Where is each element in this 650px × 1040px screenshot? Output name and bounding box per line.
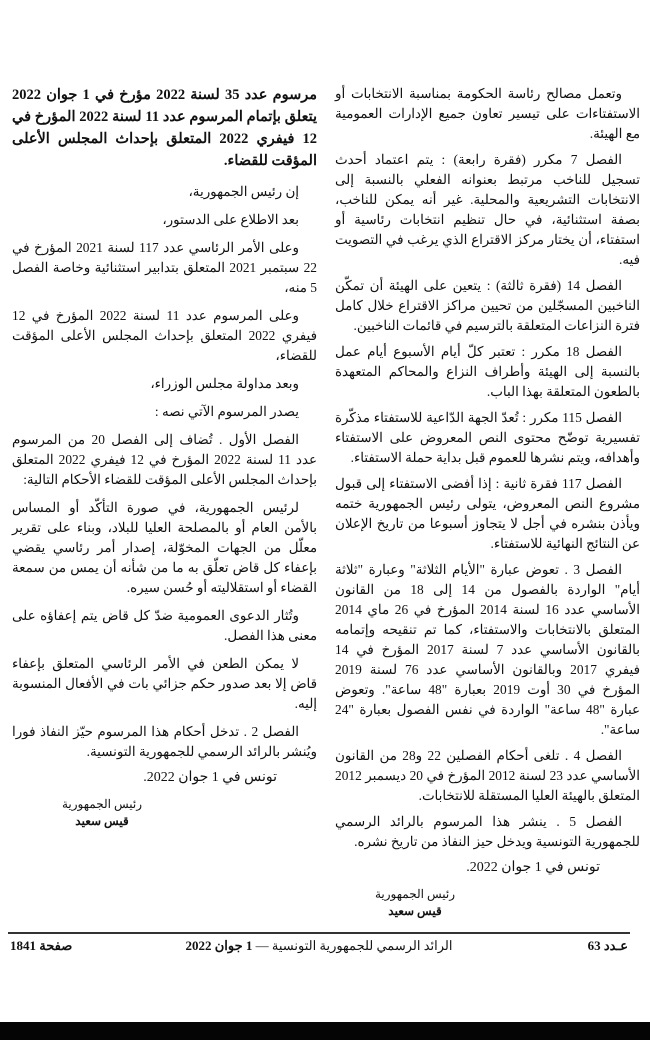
paragraph: وتُثار الدعوى العمومية ضدّ كل قاض يتم إعفاؤه على معنى هذا الفصل. (12, 608, 317, 643)
article-115-bis: الفصل 115 مكرر : تُعدّ الجهة الدّاعية للاستفتاء مذكّرة تفسيرية توضّح محتوى النص المعروض على الاستفتاء وأهدافه، ويتم نشرها للعموم قبل بداية حملة الاستفتاء. (335, 410, 640, 465)
publication-name: الرائد الرسمي للجمهورية التونسية — (255, 938, 453, 953)
page-footer (10, 938, 628, 960)
article-14: الفصل 14 (فقرة ثالثة) : يتعين على الهيئة أن تمكّن الناخبين المسجّلين من تحيين مراكز الاقتراع خلال كامل فترة النزاعات المتعلقة بالترسيم في قائمات الناخبين. (335, 278, 640, 333)
paragraph: وتعمل مصالح رئاسة الحكومة بمناسبة الانتخابات أو الاستفتاءات على تيسير تعاون جميع الإدارات العمومية مع الهيئة. (335, 86, 640, 141)
article-2: الفصل 2 . تدخل أحكام هذا المرسوم حيّز النفاذ فورا ويُنشر بالرائد الرسمي للجمهورية التونسية. (12, 724, 317, 759)
signing-date: تونس في 1 جوان 2022. (143, 770, 277, 785)
signature-name: قيس سعيد (388, 904, 442, 918)
signature-block (37, 796, 167, 830)
page-number: صفحة 1841 (10, 938, 73, 953)
signature-title: رئيس الجمهورية (374, 887, 456, 901)
signature-block (350, 886, 480, 920)
preamble-line: يصدر المرسوم الآتي نصه : (154, 404, 299, 419)
publication-date: 1 جوان 2022 (185, 938, 253, 953)
article-5: الفصل 5 . ينشر هذا المرسوم بالرائد الرسمي للجمهورية التونسية ويدخل حيز النفاذ من تاريخ نشره. (335, 814, 640, 849)
footer-divider (8, 932, 630, 934)
article-117: الفصل 117 فقرة ثانية : إذا أفضى الاستفتاء إلى قبول مشروع النص المعروض، يتولى رئيس الجمهورية ختمه ويأذن بنشره في أجل لا يتجاوز أسبوعا من تاريخ الإعلان عن النتائج النهائية للاستفتاء. (335, 476, 640, 551)
right-column (335, 84, 640, 920)
article-4: الفصل 4 . تلغى أحكام الفصلين 22 و28 من القانون الأساسي عدد 23 لسنة 2012 المؤرخ في 20 ديسمبر 2012 المتعلق بالهيئة العليا المستقلة للانتخابات. (335, 748, 640, 803)
issue-number: عـدد 63 (587, 938, 628, 953)
left-column (12, 84, 317, 920)
paragraph: لرئيس الجمهورية، في صورة التأكّد أو المساس بالأمن العام أو بالمصلحة العليا للبلاد، وبناء على تقرير معلّل من الجهات المخوّلة، إصدار أمر رئاسي يقضي بإعفاء كل قاض تعلّق به ما من شأنه أن يمس من سمعة القضاء أو استقلاليته أو حُسن سيره. (12, 500, 317, 595)
decree-title: مرسوم عدد 35 لسنة 2022 مؤرخ في 1 جوان 2022 يتعلق بإتمام المرسوم عدد 11 لسنة 2022 المؤرخ في 12 فيفري 2022 المتعلق بإحداث المجلس الأعلى المؤقت للقضاء. (12, 87, 317, 169)
paragraph: لا يمكن الطعن في الأمر الرئاسي المتعلق بإعفاء قاض إلا بعد صدور حكم جزائي بات في الأفعال المنسوبة إليه. (12, 656, 317, 711)
signing-date: تونس في 1 جوان 2022. (466, 860, 600, 875)
article-3: الفصل 3 . تعوض عبارة "الأيام الثلاثة" وعبارة "ثلاثة أيام" الواردة بالفصول من 14 إلى 18 من القانون الأساسي عدد 16 لسنة 2014 المؤرخ في 26 ماي 2014 المتعلق بالانتخابات والاستفتاء، كما تم تنقيحه وإتمامه بالقانون الأساسي عدد 7 لسنة 2017 المؤرخ في 14 فيفري 2017 وبالقانون الأساسي عدد 76 لسنة 2019 المؤرخ في 30 أوت 2019 بعبارة "48 ساعة". وتعوض عبارة "48 ساعة" الواردة في نفس الفصول بعبارة "24 ساعة". (335, 562, 640, 737)
preamble-line: وعلى المرسوم عدد 11 لسنة 2022 المؤرخ في 12 فيفري 2022 المتعلق بإحداث المجلس الأعلى المؤقت للقضاء، (12, 308, 317, 363)
article-7-bis: الفصل 7 مكرر (فقرة رابعة) : يتم اعتماد أحدث تسجيل للناخب مرتبط بعنوانه الفعلي بالنسبة إلى الانتخابات التشريعية والمحلية. غير أنه يمكن للناخب، بصفة استثنائية، في حال تنظيم انتخابات رئاسية أو استفتاء، أن يختار مركز الاقتراع الذي يرغب في التصويت فيه. (335, 152, 640, 267)
preamble-line: وعلى الأمر الرئاسي عدد 117 لسنة 2021 المؤرخ في 22 سبتمبر 2021 المتعلق بتدابير استثنائية وخاصة الفصل 5 منه، (12, 240, 317, 295)
bottom-margin (0, 960, 650, 1022)
article-1: الفصل الأول . تُضاف إلى الفصل 20 من المرسوم عدد 11 لسنة 2022 المؤرخ في 12 فيفري 2022 المتعلق بإحداث المجلس الأعلى المؤقت للقضاء الأحكام التالية: (12, 432, 317, 487)
publication-info (185, 938, 452, 954)
preamble-line: بعد الاطلاع على الدستور، (162, 212, 299, 227)
preamble-line: إن رئيس الجمهورية، (188, 184, 299, 199)
preamble-line: وبعد مداولة مجلس الوزراء، (150, 376, 299, 391)
article-18-bis: الفصل 18 مكرر : تعتبر كلّ أيام الأسبوع أيام عمل بالنسبة إلى الهيئة وأطراف النزاع والمحاكم المتعهدة بالطعون المتعلقة بهذا الباب. (335, 344, 640, 399)
bottom-black-bar (0, 1022, 650, 1040)
signature-title: رئيس الجمهورية (61, 797, 143, 811)
signature-name: قيس سعيد (75, 814, 129, 828)
